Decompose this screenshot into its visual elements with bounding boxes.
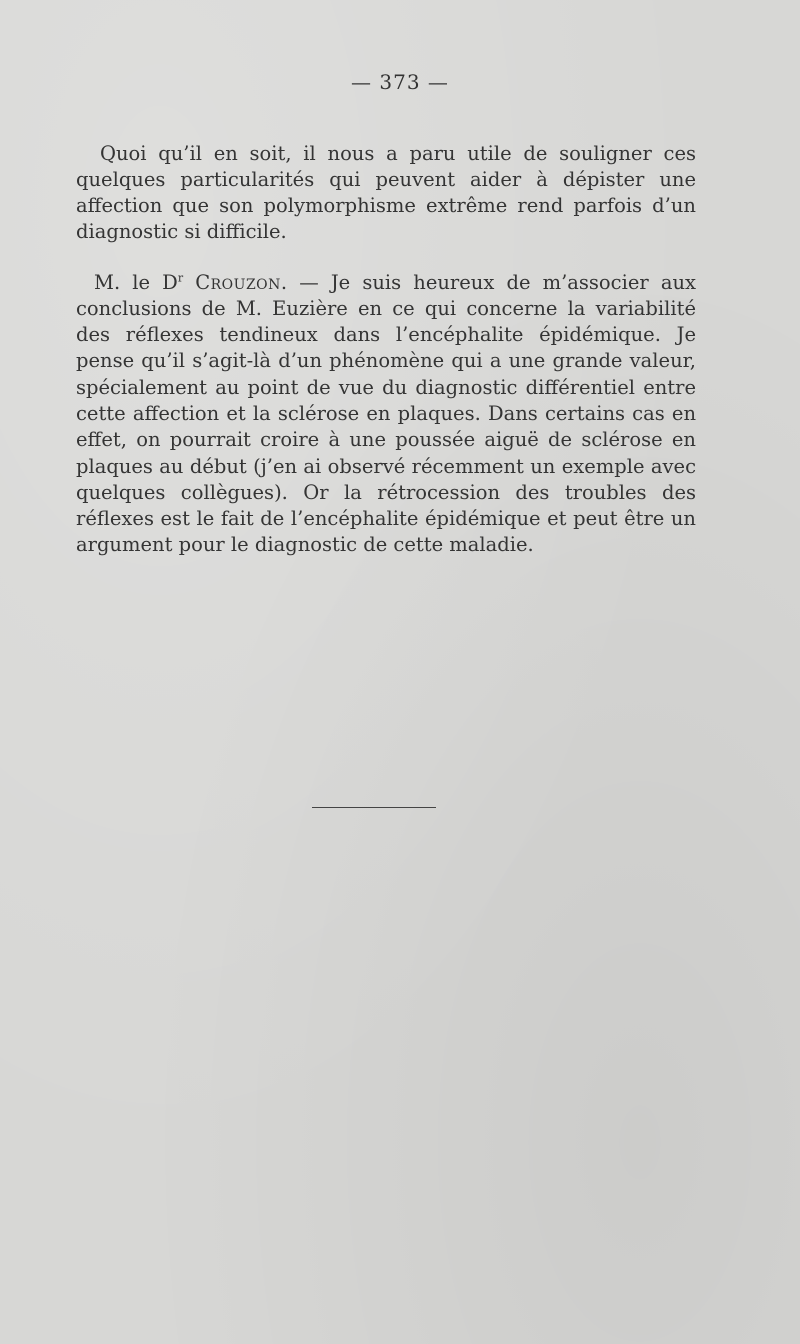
end-rule [312, 807, 436, 808]
paragraph-crouzon-text: . — Je suis heureux de m’associer aux conclusions de M. Euzière en ce qui concerne la variabilité des réflexes tendineux dans l’encéphalite épidémique. Je pense qu’il s’agit-là d’un phénomène qui a une grande valeur, spécialement au point de vue du diagnostic différentiel entre cette affection et la sclérose en plaques. Dans certains cas en effet, on pourrait croire à une poussée aiguë de sclérose en plaques au début (j’en ai observé récemment un exemple avec quelques collègues). Or la rétrocession des troubles des réflexes est le fait de l’encéphalite épidémique et peut être un argument pour le diagnostic de cette maladie. [76, 270, 696, 557]
page-number: — 373 — [351, 70, 449, 94]
speaker-name: Crouzon [195, 270, 281, 294]
paragraph-crouzon [76, 270, 696, 559]
speaker-title-superscript: r [177, 271, 184, 284]
paragraph-conclusion: Quoi qu’il en soit, il nous a paru utile de souligner ces quelques particularités qui peuvent aider à dépister une affection que son polymorphisme extrême rend parfois d’un diagnostic si difficile. [76, 141, 696, 244]
speaker-prefix: M. le D [94, 270, 178, 294]
